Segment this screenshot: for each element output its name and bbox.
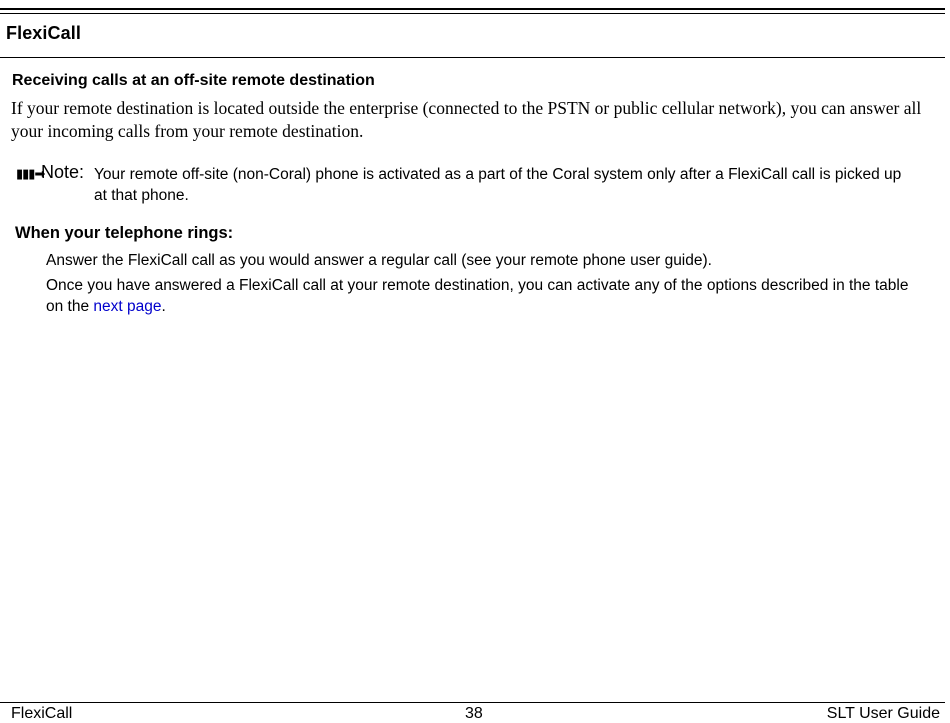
top-rule-thick (0, 8, 945, 10)
note-arrow-icon: ▮▮▮➡ (16, 166, 45, 181)
activate-options-suffix: . (161, 298, 166, 315)
note-label: Note: (41, 162, 85, 182)
next-page-link[interactable]: next page (93, 298, 162, 315)
footer-rule (0, 702, 945, 703)
page-header-title: FlexiCall (6, 23, 81, 43)
intro-paragraph: If your remote destination is located outside the enterprise (connected to the PSTN or public cellular network), you can answer all your incoming calls from your remote destination. (11, 98, 922, 141)
telephone-rings-heading: When your telephone rings: (15, 224, 234, 242)
header-divider (0, 57, 945, 58)
top-rule-thin (0, 13, 945, 14)
activate-options-text: Once you have answered a FlexiCall call at your remote destination, you can activate any of the options described in the table on the (46, 277, 909, 315)
footer-page-number: 38 (465, 705, 483, 722)
activate-options-paragraph (46, 275, 916, 317)
answer-call-paragraph: Answer the FlexiCall call as you would answer a regular call (see your remote phone user guide). (46, 252, 712, 269)
note-text: Your remote off-site (non-Coral) phone is activated as a part of the Coral system only after a FlexiCall call is picked up at that phone. (94, 166, 902, 204)
footer-document-title: SLT User Guide (826, 705, 940, 722)
footer-chapter-title: FlexiCall (11, 705, 73, 722)
section-heading: Receiving calls at an off-site remote destination (12, 72, 375, 89)
